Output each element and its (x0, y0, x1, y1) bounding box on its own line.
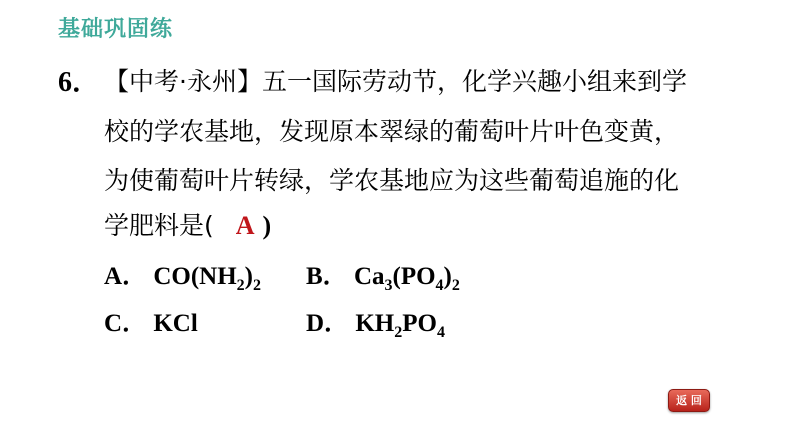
question-line-2: 校的学农基地，发现原本翠绿的葡萄叶片叶色变黄， (104, 117, 680, 146)
option-d-label: D． (306, 310, 350, 337)
formula-subscript: 2 (252, 277, 261, 294)
option-a (104, 256, 261, 292)
formula-subscript: 3 (384, 277, 393, 294)
answer-mark: A (235, 211, 255, 240)
option-c-formula (153, 310, 197, 337)
question-number: 6． (58, 67, 101, 98)
question-line-4 (104, 206, 271, 242)
formula-text: PO (402, 310, 437, 337)
option-d (306, 303, 445, 339)
formula-text: ) (244, 263, 253, 290)
formula-text: Ca (353, 263, 385, 290)
formula-subscript: 4 (435, 277, 444, 294)
option-a-label: A． (104, 263, 148, 290)
option-b (306, 256, 460, 292)
formula-text: (PO (392, 263, 436, 290)
question-line-1: 【中考·永州】五一国际劳动节，化学兴趣小组来到学 (104, 67, 687, 96)
formula-subscript: 4 (436, 324, 445, 341)
option-c (104, 303, 198, 339)
option-c-label: C． (104, 310, 148, 337)
formula-subscript: 2 (394, 324, 403, 341)
close-paren: ) (262, 211, 272, 240)
option-b-formula (353, 263, 460, 294)
section-title: 基础巩固练 (58, 17, 174, 42)
formula-text: KH (355, 310, 395, 337)
formula-text: CO(NH (153, 263, 237, 290)
back-button[interactable]: 返 回 (668, 389, 710, 412)
question-stem-end: 学肥料是( (104, 211, 214, 240)
option-b-label: B． (306, 263, 348, 290)
formula-text: KCl (153, 310, 198, 337)
formula-text: ) (443, 263, 452, 290)
formula-subscript: 2 (236, 277, 245, 294)
question-line-3: 为使葡萄叶片转绿，学农基地应为这些葡萄追施的化 (104, 166, 680, 195)
option-d-formula (355, 310, 445, 341)
formula-subscript: 2 (451, 277, 460, 294)
option-a-formula (153, 263, 261, 294)
